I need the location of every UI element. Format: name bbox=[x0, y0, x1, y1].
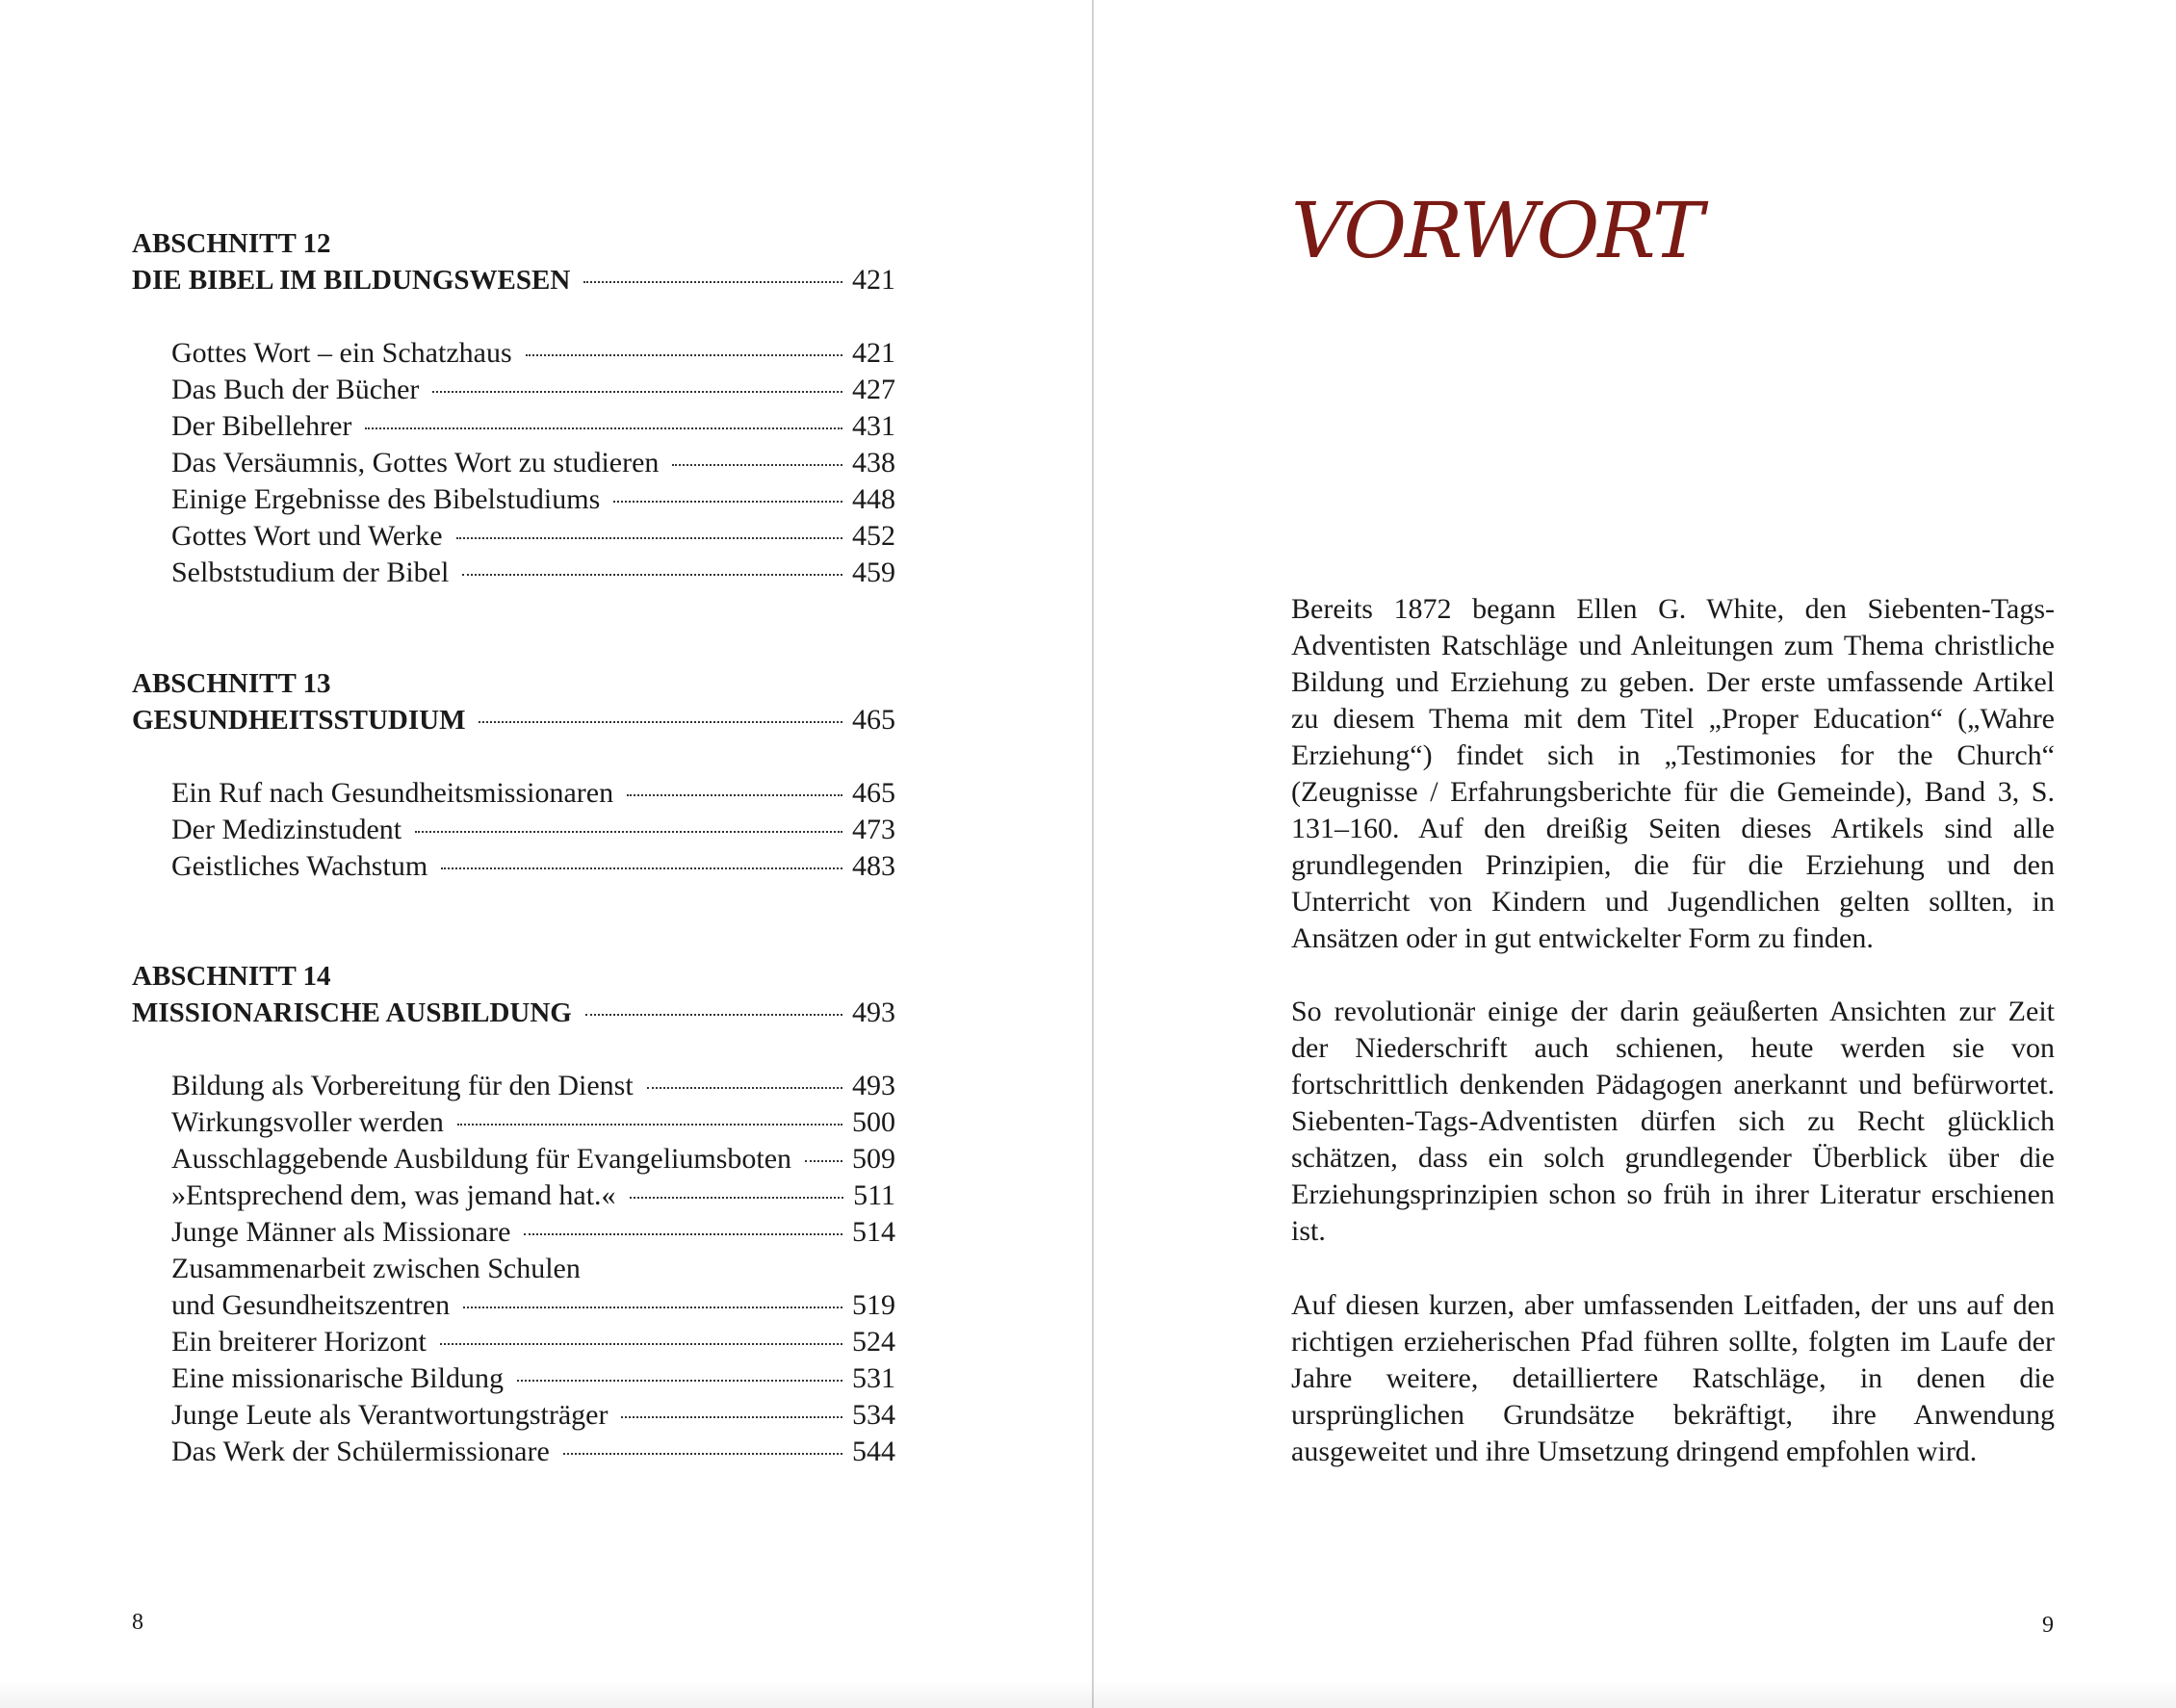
entry-page: 500 bbox=[852, 1106, 895, 1138]
body-paragraph: So revolutionär einige der darin geäußerten Ansichten zur Zeit der Niederschrift auch schienen, heute werden sie von fortschrittlich denkenden Pädagogen anerkannt und befürwortet. Siebenten-Tags-Adventisten dürfen sich zu Recht glücklich schätzen, dass ein solch grundlegender Überblick über die Erziehungsprinzipien schon so früh in ihrer Literatur erschienen ist. bbox=[1291, 996, 2055, 1247]
section-title: GESUNDHEITSSTUDIUM bbox=[132, 705, 466, 736]
body-paragraph: Auf diesen kurzen, aber umfassenden Leitfaden, der uns auf den richtigen erzieherischen Pfad führen sollte, folgten im Laufe der Jahre weitere, detailliertere Ratschläge, in denen die ursprünglichen Grundsätze bekräftigt, ihre Anwendung ausgeweitet und ihre Umsetzung dringend empfohlen wird. bbox=[1291, 1289, 2055, 1467]
dot-leader bbox=[440, 1343, 842, 1345]
entry-page: 438 bbox=[852, 447, 895, 479]
entry-page: 544 bbox=[852, 1436, 895, 1467]
entry-page: 519 bbox=[852, 1289, 895, 1321]
entry-page: 431 bbox=[852, 410, 895, 442]
dot-leader bbox=[441, 867, 842, 869]
dot-leader bbox=[583, 281, 842, 283]
toc-entries bbox=[132, 775, 895, 885]
entry-page: 448 bbox=[852, 483, 895, 515]
page-number-right: 9 bbox=[2042, 1613, 2054, 1638]
toc-section-13 bbox=[132, 665, 895, 885]
entry-label: Das Werk der Schülermissionare bbox=[171, 1436, 550, 1467]
entry-label: und Gesundheitszentren bbox=[171, 1289, 451, 1321]
toc-entry[interactable] bbox=[171, 1214, 895, 1251]
dot-leader bbox=[613, 501, 842, 503]
entry-label: Bildung als Vorbereitung für den Dienst bbox=[171, 1070, 634, 1101]
toc-entries bbox=[132, 335, 895, 591]
toc-entry[interactable] bbox=[171, 1397, 895, 1434]
toc-entry[interactable] bbox=[171, 1324, 895, 1360]
entry-label: Junge Männer als Missionare bbox=[171, 1216, 511, 1248]
toc-entry[interactable] bbox=[171, 848, 895, 885]
dot-leader bbox=[415, 831, 842, 833]
entry-label: Ein breiterer Horizont bbox=[171, 1326, 427, 1358]
entry-label: Der Medizinstudent bbox=[171, 814, 402, 845]
toc-entries bbox=[132, 1068, 895, 1470]
entry-page: 452 bbox=[852, 520, 895, 552]
toc-section-14 bbox=[132, 958, 895, 1470]
entry-page: 493 bbox=[852, 1070, 895, 1101]
section-heading: ABSCHNITT 14 bbox=[132, 961, 331, 992]
entry-page: 511 bbox=[853, 1179, 895, 1211]
entry-label: Selbststudium der Bibel bbox=[171, 556, 450, 588]
dot-leader bbox=[526, 354, 842, 356]
toc-entry-first-line[interactable]: Zusammenarbeit zwischen Schulen bbox=[171, 1253, 581, 1284]
toc-entry[interactable] bbox=[171, 1104, 895, 1141]
dot-leader bbox=[627, 794, 842, 796]
dot-leader bbox=[365, 427, 842, 429]
dot-leader bbox=[621, 1416, 842, 1418]
toc-entry[interactable] bbox=[171, 812, 895, 848]
entry-page: 514 bbox=[852, 1216, 895, 1248]
toc-entry[interactable] bbox=[171, 1434, 895, 1470]
section-title-row bbox=[132, 262, 895, 298]
entry-page: 509 bbox=[852, 1143, 895, 1175]
entry-label: Der Bibellehrer bbox=[171, 410, 352, 442]
toc-entry[interactable] bbox=[171, 408, 895, 445]
entry-label: Das Versäumnis, Gottes Wort zu studieren bbox=[171, 447, 660, 479]
dot-leader bbox=[585, 1014, 842, 1016]
page-number: 421 bbox=[852, 264, 895, 296]
entry-page: 524 bbox=[852, 1326, 895, 1358]
entry-label: Wirkungsvoller werden bbox=[171, 1106, 444, 1138]
toc-section-12 bbox=[132, 225, 895, 591]
entry-label: Ausschlaggebende Ausbildung für Evangeliumsboten bbox=[171, 1143, 792, 1175]
entry-label: Geistliches Wachstum bbox=[171, 850, 428, 882]
toc-entry[interactable] bbox=[171, 335, 895, 372]
section-title-row bbox=[132, 702, 895, 738]
dot-leader bbox=[463, 1307, 842, 1308]
page-number: 493 bbox=[852, 996, 895, 1028]
entry-page: 473 bbox=[852, 814, 895, 845]
entry-page: 459 bbox=[852, 556, 895, 588]
section-title: MISSIONARISCHE AUSBILDUNG bbox=[132, 997, 572, 1028]
entry-page: 421 bbox=[852, 337, 895, 369]
dot-leader bbox=[672, 464, 842, 466]
entry-label: »Entsprechend dem, was jemand hat.« bbox=[171, 1179, 616, 1211]
toc-entry[interactable] bbox=[171, 555, 895, 591]
toc-entry[interactable] bbox=[171, 1141, 895, 1177]
toc-entry[interactable] bbox=[171, 1068, 895, 1104]
dot-leader bbox=[456, 537, 842, 539]
entry-page: 534 bbox=[852, 1399, 895, 1431]
entry-label: Gottes Wort – ein Schatzhaus bbox=[171, 337, 512, 369]
dot-leader bbox=[647, 1087, 842, 1089]
bottom-shadow bbox=[0, 1679, 2176, 1708]
toc-entry[interactable] bbox=[171, 372, 895, 408]
page-number-left: 8 bbox=[132, 1610, 143, 1635]
entry-page: 465 bbox=[852, 777, 895, 809]
dot-leader bbox=[462, 574, 842, 576]
section-heading: ABSCHNITT 13 bbox=[132, 668, 331, 699]
toc-entry[interactable] bbox=[171, 1360, 895, 1397]
toc-entry[interactable] bbox=[171, 1287, 895, 1324]
body-paragraph: Bereits 1872 begann Ellen G. White, den Siebenten-Tags-Adventisten Ratschläge und Anleitungen zum Thema christliche Bildung und Erziehung zu geben. Der erste umfassende Artikel zu diesem Thema mit dem Titel „Proper Education“ („Wahre Erziehung“) findet sich in „Testimonies for the Church“ (Zeugnisse / Erfahrungsberichte für die Gemeinde), Band 3, S. 131–160. Auf den dreißig Seiten dieses Artikels sind alle grundlegenden Prinzipien, die für die Erziehung und den Unterricht von Kindern und Jugendlichen gelten sollten, in Ansätzen oder in gut entwickelter Form zu finden. bbox=[1291, 593, 2055, 954]
toc-entry[interactable] bbox=[171, 445, 895, 481]
entry-label: Gottes Wort und Werke bbox=[171, 520, 443, 552]
toc-entry[interactable] bbox=[171, 481, 895, 518]
entry-label: Das Buch der Bücher bbox=[171, 374, 420, 405]
page-number: 465 bbox=[852, 704, 895, 736]
chapter-title: VORWORT bbox=[1291, 186, 1702, 275]
entry-label: Eine missionarische Bildung bbox=[171, 1362, 504, 1394]
dot-leader bbox=[563, 1453, 842, 1455]
section-heading: ABSCHNITT 12 bbox=[132, 228, 331, 259]
dot-leader bbox=[630, 1197, 844, 1199]
toc-entry[interactable] bbox=[171, 1177, 895, 1214]
entry-page: 483 bbox=[852, 850, 895, 882]
dot-leader bbox=[479, 721, 842, 723]
toc-entry[interactable] bbox=[171, 775, 895, 812]
dot-leader bbox=[524, 1233, 842, 1235]
section-title-row bbox=[132, 995, 895, 1031]
dot-leader bbox=[432, 391, 842, 393]
entry-label: Ein Ruf nach Gesundheitsmissionaren bbox=[171, 777, 614, 809]
entry-page: 427 bbox=[852, 374, 895, 405]
entry-label: Junge Leute als Verantwortungsträger bbox=[171, 1399, 609, 1431]
toc-entry[interactable] bbox=[171, 518, 895, 555]
dot-leader bbox=[517, 1380, 842, 1382]
dot-leader bbox=[457, 1124, 842, 1126]
entry-page: 531 bbox=[852, 1362, 895, 1394]
section-title: DIE BIBEL IM BILDUNGSWESEN bbox=[132, 265, 571, 296]
dot-leader bbox=[805, 1160, 842, 1162]
entry-label: Einige Ergebnisse des Bibelstudiums bbox=[171, 483, 601, 515]
